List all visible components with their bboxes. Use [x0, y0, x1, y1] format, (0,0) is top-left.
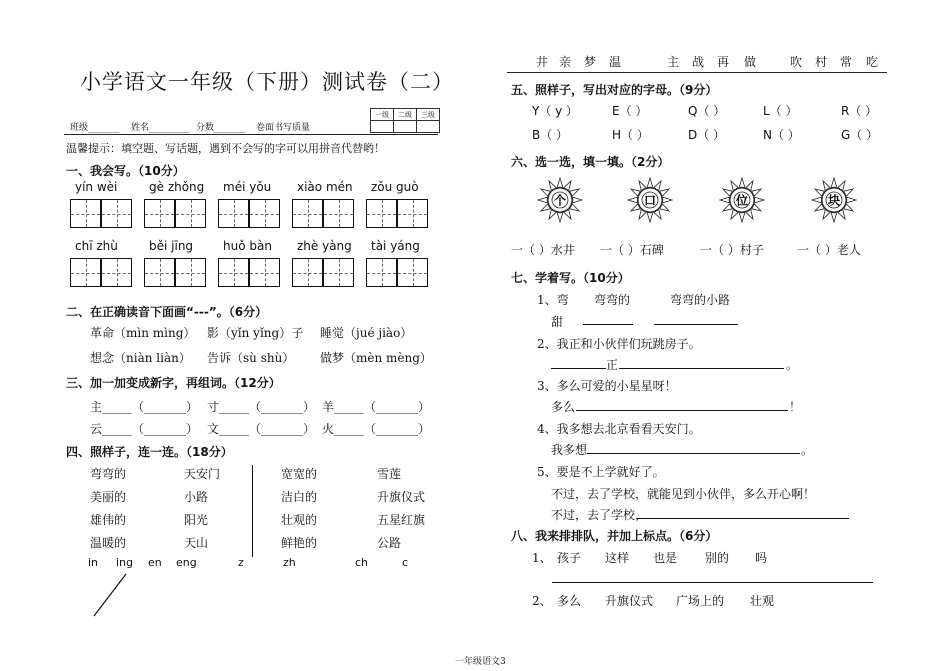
writing-box[interactable] [397, 199, 428, 228]
sentence-word: 正 [606, 358, 619, 372]
word-blank[interactable]: 火_____（_______） [322, 422, 431, 436]
match-item[interactable]: 温暖的 [90, 536, 127, 550]
page-title: 小学语文一年级（下册）测试卷（二） [80, 70, 454, 94]
match-item[interactable]: 小路 [184, 490, 209, 504]
sun-char: 位 [735, 193, 749, 208]
writing-box[interactable] [292, 258, 323, 287]
writing-box[interactable] [323, 258, 354, 287]
word-char: 主 [667, 55, 680, 69]
match-item[interactable]: 洁白的 [281, 490, 318, 504]
writing-box[interactable] [323, 199, 354, 228]
pinyin-choice[interactable]: 影（yǐn yǐng）子 [207, 326, 304, 340]
punctuation: ！ [789, 400, 802, 414]
pinyin-label: huǒ bàn [223, 239, 272, 253]
measure-word-blank[interactable]: 一（ ）老人 [797, 243, 861, 257]
writing-box[interactable] [397, 258, 428, 287]
word-card[interactable]: 这样 [605, 551, 630, 565]
match-item[interactable]: 宽宽的 [281, 467, 318, 481]
sun-icon [536, 176, 584, 224]
match-item[interactable]: 美丽的 [90, 490, 127, 504]
sentence-example: 不过，去了学校，就能见到小伙伴，多么开心啊！ [551, 487, 816, 501]
field-quality: 卷面书写质量 [256, 123, 311, 133]
answer-line[interactable] [619, 368, 784, 369]
score-cell[interactable] [371, 121, 394, 133]
letter-blank[interactable]: D（ ） [688, 128, 726, 142]
pinyin-choice[interactable]: 睡觉（jué jiào） [320, 326, 413, 340]
pinyin-label: tài yáng [371, 239, 420, 253]
writing-box[interactable] [175, 199, 206, 228]
field-class[interactable]: 班级_______ [70, 123, 120, 133]
pinyin-choice[interactable]: 想念（niàn liàn） [90, 351, 191, 365]
section-4-title: 四、照样子，连一连。（18分） [66, 445, 233, 459]
word-char: 村 [815, 55, 828, 69]
word-char: 吃 [866, 55, 879, 69]
writing-box[interactable] [218, 258, 249, 287]
writing-box[interactable] [144, 258, 175, 287]
pinyin-choice[interactable]: 革命（mìn mìng） [90, 326, 196, 340]
word-char: 常 [840, 55, 853, 69]
section-3-title: 三、加一加变成新字，再组词。（12分） [66, 376, 281, 390]
letter-blank[interactable]: R（ ） [841, 104, 878, 118]
word-card[interactable]: 别的 [705, 551, 730, 565]
word-blank[interactable]: 文_____（_______） [207, 422, 316, 436]
word-card[interactable]: 升旗仪式 [605, 594, 654, 608]
section-7-title: 七、学着写。（10分） [511, 271, 630, 285]
answer-line[interactable] [583, 324, 633, 325]
letter-blank[interactable]: H（ ） [612, 128, 649, 142]
letter-blank[interactable]: E（ ） [612, 104, 648, 118]
match-item[interactable]: 天山 [184, 536, 209, 550]
word-card[interactable]: 也是 [653, 551, 678, 565]
writing-box[interactable] [366, 199, 397, 228]
answer-line[interactable] [587, 453, 800, 454]
letter-blank[interactable]: G（ ） [841, 128, 879, 142]
pinyin-item[interactable]: en [148, 556, 162, 569]
letter-blank[interactable]: B（ ） [532, 128, 569, 142]
score-cell[interactable] [417, 121, 440, 133]
score-box-2: 二级 [394, 109, 417, 121]
word-blank[interactable]: 寸_____（_______） [207, 400, 316, 414]
word-blank[interactable]: 羊_____（_______） [322, 400, 431, 414]
sentence-word: 不过，去了学校， [551, 508, 648, 522]
measure-word-blank[interactable]: 一（ ）水井 [511, 243, 575, 257]
punctuation: 。 [801, 443, 814, 457]
match-item[interactable]: 弯弯的 [90, 467, 127, 481]
writing-box[interactable] [218, 199, 249, 228]
pinyin-label: yín wèi [75, 180, 118, 194]
writing-box[interactable] [249, 199, 280, 228]
pinyin-label: chī zhù [75, 239, 118, 253]
example-word: 1、弯 [537, 293, 569, 307]
sun-icon [810, 176, 858, 224]
pinyin-label: gè zhǒng [149, 180, 205, 194]
word-char: 做 [744, 55, 757, 69]
example-phrase: 弯弯的小路 [670, 293, 731, 307]
word-card[interactable]: 多么 [557, 594, 582, 608]
sun-icon [626, 176, 674, 224]
word-char: 井 [536, 55, 549, 69]
section-2-title: 二、在正确读音下面画“---”。（6分） [66, 305, 268, 319]
letter-blank[interactable]: N（ ） [763, 128, 800, 142]
section-5-title: 五、照样子，写出对应的字母。（9分） [511, 83, 718, 97]
match-item[interactable]: 天安门 [184, 467, 221, 481]
answer-line[interactable] [576, 410, 788, 411]
writing-box[interactable] [70, 199, 101, 228]
pinyin-choice[interactable]: 告诉（sù shù） [207, 351, 295, 365]
writing-box[interactable] [175, 258, 206, 287]
letter-blank[interactable]: L（ ） [763, 104, 798, 118]
section-6-title: 六、选一选，填一填。（2分） [511, 155, 670, 169]
punctuation: 。 [786, 358, 799, 372]
word-char: 吹 [790, 55, 803, 69]
measure-word-blank[interactable]: 一（ ）村子 [700, 243, 764, 257]
pinyin-label: zǒu guò [371, 180, 419, 194]
match-item[interactable]: 鲜艳的 [281, 536, 318, 550]
pinyin-label: zhè yàng [297, 239, 352, 253]
pinyin-item[interactable]: ch [355, 556, 369, 569]
writing-box[interactable] [144, 199, 175, 228]
word-char: 梦 [584, 55, 597, 69]
measure-word-blank[interactable]: 一（ ）石碑 [600, 243, 664, 257]
page-footer: 一年级语文3 [455, 657, 506, 667]
writing-box[interactable] [249, 258, 280, 287]
pinyin-item[interactable]: ing [116, 556, 134, 569]
letter-blank[interactable]: Q（ ） [688, 104, 726, 118]
word-card[interactable]: 壮观 [750, 594, 775, 608]
sentence-example: 2、我正和小伙伴们玩跳房子。 [537, 337, 701, 351]
sun-icon [718, 176, 766, 224]
example-word: 甜 [551, 315, 564, 329]
match-item[interactable]: 公路 [377, 536, 402, 550]
pinyin-item[interactable]: zh [283, 556, 296, 569]
sun-char: 块 [827, 193, 841, 208]
answer-line[interactable] [551, 368, 606, 369]
pinyin-item[interactable]: eng [176, 556, 197, 569]
section-8-title: 八、我来排排队，并加上标点。（6分） [511, 529, 718, 543]
sentence-example: 3、多么可爱的小星星呀！ [537, 379, 677, 393]
word-card[interactable]: 广场上的 [676, 594, 725, 608]
match-item[interactable]: 壮观的 [281, 513, 318, 527]
header-rule [64, 134, 438, 135]
answer-line[interactable] [654, 324, 738, 325]
tip-text: 温馨提示：填空题、写话题，遇到不会写的字可以用拼音代替哟！ [66, 142, 385, 155]
score-box-3: 三级 [417, 109, 440, 121]
word-char: 再 [717, 55, 730, 69]
word-blank[interactable]: 云_____（_______） [90, 422, 199, 436]
match-item[interactable]: 阳光 [184, 513, 209, 527]
word-card[interactable]: 2、 [532, 594, 552, 608]
connect-line [90, 570, 130, 620]
writing-box[interactable] [101, 258, 132, 287]
sentence-word: 多么 [551, 400, 576, 414]
top-rule [507, 72, 887, 73]
pinyin-label: méi yǒu [223, 180, 272, 194]
pinyin-label: xiào mén [297, 180, 353, 194]
word-char: 温 [609, 55, 622, 69]
writing-box[interactable] [292, 199, 323, 228]
word-char: 战 [692, 55, 705, 69]
writing-box[interactable] [70, 258, 101, 287]
pinyin-item[interactable]: c [402, 556, 409, 569]
writing-box[interactable] [366, 258, 397, 287]
pinyin-label: běi jīng [149, 239, 194, 253]
match-item[interactable]: 雄伟的 [90, 513, 127, 527]
pinyin-item[interactable]: z [238, 556, 244, 569]
word-blank[interactable]: 主_____（_______） [90, 400, 199, 414]
answer-line[interactable] [552, 582, 873, 583]
field-name[interactable]: 姓名_________ [131, 123, 190, 133]
word-card[interactable]: 1、 [532, 551, 552, 565]
section-1-title: 一、我会写。（10分） [66, 164, 185, 178]
pinyin-choice[interactable]: 做梦（mèn mèng） [320, 351, 432, 365]
match-item[interactable]: 升旗仪式 [377, 490, 426, 504]
writing-box[interactable] [101, 199, 132, 228]
match-item[interactable]: 雪莲 [377, 467, 402, 481]
word-card[interactable]: 孩子 [557, 551, 582, 565]
letter-blank[interactable]: Y（ y ） [532, 104, 579, 118]
answer-line[interactable] [637, 518, 849, 519]
score-cell[interactable] [394, 121, 417, 133]
example-word: 弯弯的 [594, 293, 631, 307]
word-card[interactable]: 吗 [755, 551, 768, 565]
field-score[interactable]: 分数_______ [196, 123, 246, 133]
sentence-example: 4、我多想去北京看看天安门。 [537, 422, 701, 436]
match-divider [252, 465, 253, 557]
pinyin-item[interactable]: in [88, 556, 99, 569]
match-item[interactable]: 五星红旗 [377, 513, 426, 527]
word-char: 亲 [559, 55, 572, 69]
sun-char: 口 [643, 193, 657, 208]
sun-char: 个 [553, 193, 567, 208]
sentence-word: 我多想 [551, 443, 588, 457]
score-table [370, 108, 440, 133]
sentence-example: 5、要是不上学就好了。 [537, 465, 665, 479]
score-box-1: 一级 [371, 109, 394, 121]
